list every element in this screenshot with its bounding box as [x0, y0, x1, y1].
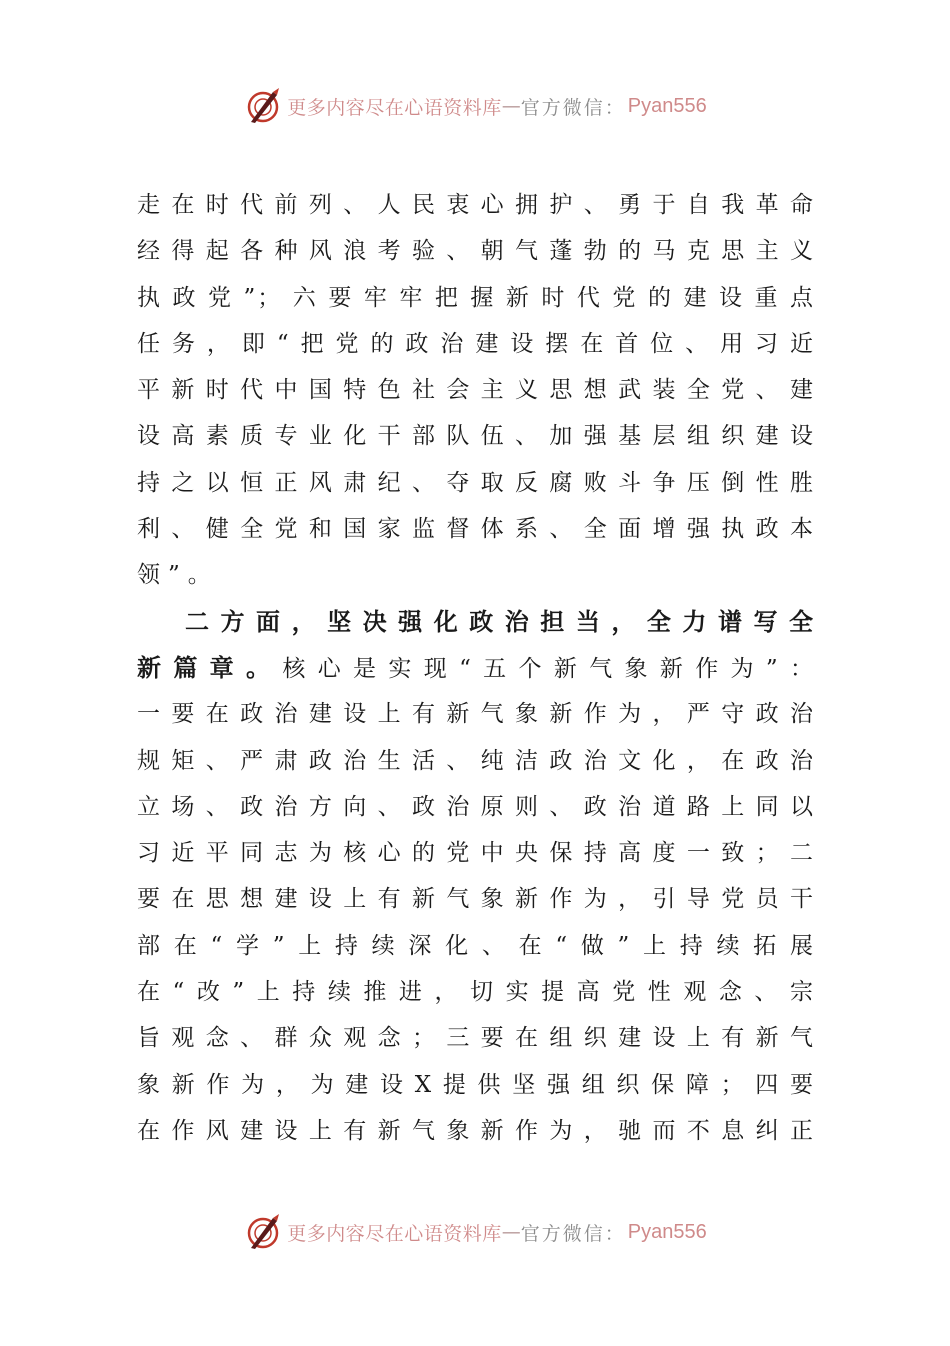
- section-heading: 二方面，坚决强化政治担当，全力谱写全: [185, 607, 815, 636]
- text-line: 持之以恒正风肃纪、夺取反腐败斗争压倒性胜: [137, 469, 815, 496]
- banner-wechat-label: 官方微信：: [520, 1222, 626, 1245]
- banner-wechat-id: Pyan556: [627, 94, 707, 117]
- footer-banner: [0, 1210, 950, 1254]
- text-line: 设高素质专业化干部队伍、加强基层组织建设: [137, 423, 815, 450]
- banner-wechat-id: Pyan556: [627, 1220, 707, 1243]
- text-line: 走在时代前列、人民衷心拥护、勇于自我革命: [137, 192, 815, 218]
- text-line: 规矩、严肃政治生活、纯洁政治文化，在政治: [137, 747, 815, 774]
- text-line: 领”。: [137, 562, 219, 589]
- quill-logo-icon: [243, 86, 283, 126]
- banner-title: 更多内容尽在心语资料库: [287, 96, 502, 119]
- text-line: 在“改”上持续推进，切实提高党性观念、宗: [137, 979, 815, 1006]
- document-body: [137, 182, 815, 1154]
- text-span: 核心是实现“五个新气象新作为”：: [282, 655, 815, 682]
- banner-dash: —: [501, 1221, 521, 1243]
- section-heading-end: 新篇章。: [137, 653, 283, 682]
- text-line: 象新作为，为建设X提供坚强组织保障；四要: [137, 1071, 815, 1098]
- banner-dash: —: [501, 95, 521, 117]
- text-line: 要在思想建设上有新气象新作为，引导党员干: [137, 886, 815, 913]
- header-banner: [0, 84, 950, 128]
- banner-wechat-label: 官方微信：: [520, 96, 626, 119]
- text-line: 立场、政治方向、政治原则、政治道路上同以: [137, 793, 815, 820]
- text-line: [137, 645, 815, 691]
- text-line: 任务，即“把党的政治建设摆在首位、用习近: [137, 330, 815, 357]
- text-line: 在作风建设上有新气象新作为，驰而不息纠正: [137, 1117, 815, 1144]
- text-line: 利、健全党和国家监督体系、全面增强执政本: [137, 516, 815, 543]
- text-line: 一要在政治建设上有新气象新作为，严守政治: [137, 701, 815, 728]
- text-line: 执政党”；六要牢牢把握新时代党的建设重点: [137, 284, 815, 311]
- text-line: 经得起各种风浪考验、朝气蓬勃的马克思主义: [137, 238, 815, 265]
- text-line: 平新时代中国特色社会主义思想武装全党、建: [137, 377, 815, 404]
- text-line: 部在“学”上持续深化、在“做”上持续拓展: [137, 932, 815, 959]
- quill-logo-icon: [243, 1212, 283, 1252]
- banner-title: 更多内容尽在心语资料库: [287, 1222, 502, 1245]
- text-line: 旨观念、群众观念；三要在组织建设上有新气: [137, 1025, 815, 1052]
- text-line: 习近平同志为核心的党中央保持高度一致；二: [137, 840, 815, 867]
